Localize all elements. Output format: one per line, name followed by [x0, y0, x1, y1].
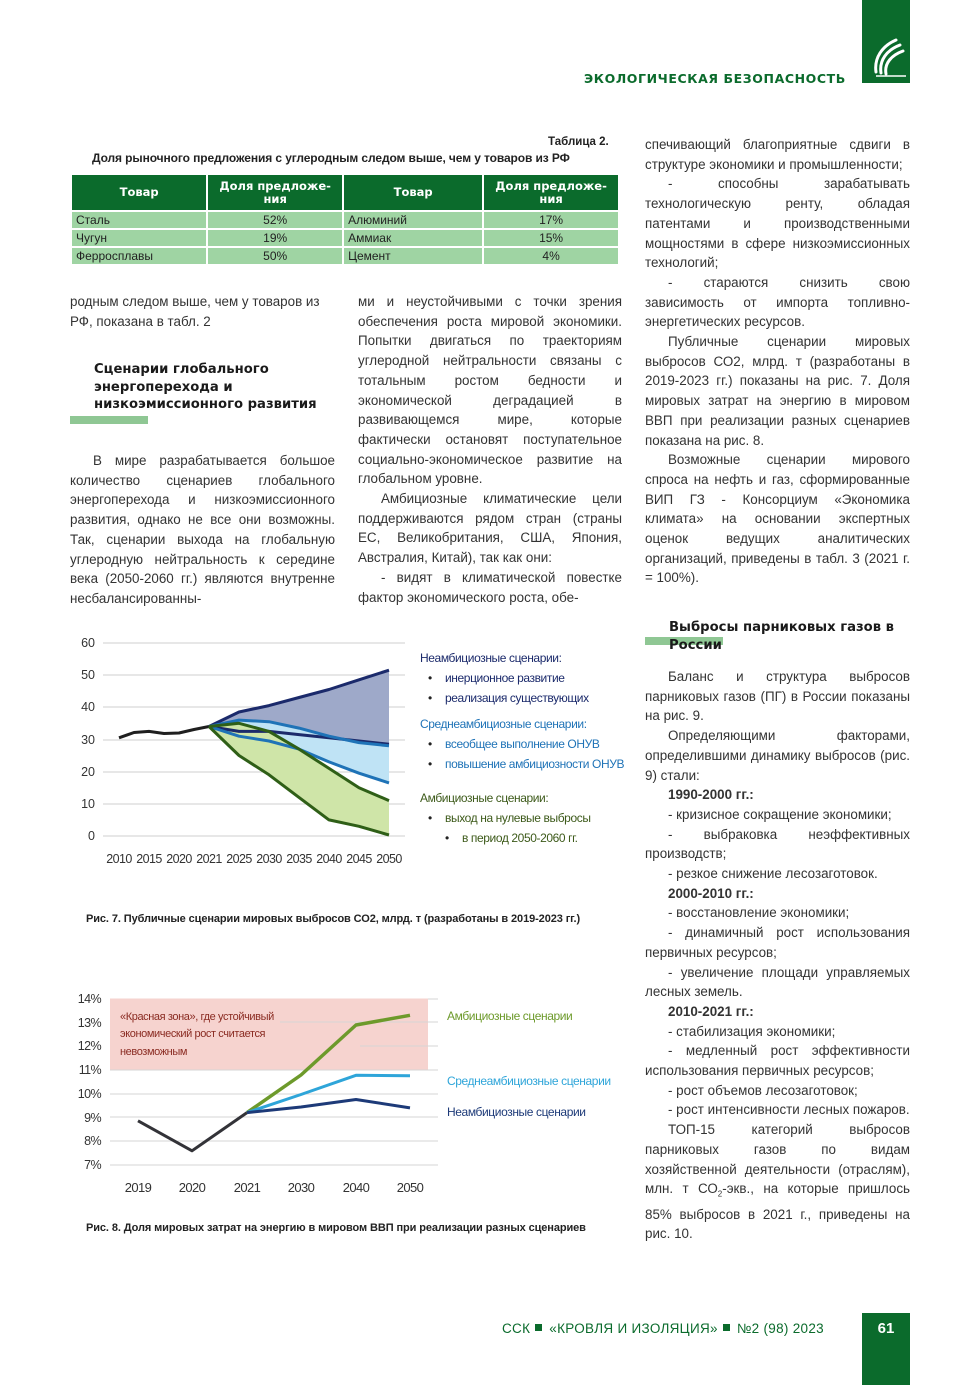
svg-text:50: 50 [81, 668, 95, 682]
period-heading: 2000-2010 гг.: [668, 885, 754, 901]
figure-7-legend [420, 648, 624, 848]
text-span: ТОП-15 категорий выбросов парниковых газов по видам хозяйственной деятельности (отраслям), млн. т СО [645, 1122, 910, 1197]
period-heading: 1990-2000 гг.: [668, 787, 754, 803]
low-ambition-line [247, 1100, 410, 1113]
legend-group-title: Амбициозные сценарии: [420, 791, 549, 805]
figure-7-caption: Рис. 7. Публичные сценарии мировых выбросов СО2, млрд. т (разработаны в 2019-2023 гг.) [86, 913, 581, 925]
y-axis-ticks [78, 992, 102, 1172]
x-axis-ticks [125, 1180, 424, 1195]
paragraph [645, 1120, 910, 1244]
product-cell: Чугун [71, 229, 207, 247]
figure-8-caption: Рис. 8. Доля мировых затрат на энергию в мировом ВВП при реализации разных сценариев [86, 1222, 586, 1234]
svg-text:30: 30 [81, 733, 95, 747]
legend-text: в период 2050-2060 гг. [462, 831, 578, 845]
product-cell: Аммиак [343, 229, 483, 247]
share-cell: 52% [207, 211, 343, 229]
svg-text:0: 0 [88, 829, 95, 843]
subscript: 2 [717, 1189, 723, 1199]
section-heading: Сценарии глобального энергоперехода и низкоэмиссионного развития [94, 362, 317, 412]
table-row [71, 247, 619, 265]
svg-text:2050: 2050 [396, 1180, 424, 1195]
table-label: Таблица 2. [548, 136, 609, 148]
svg-text:2020: 2020 [166, 852, 192, 866]
svg-text:2021: 2021 [196, 852, 222, 866]
header-green-tab [862, 0, 910, 83]
issue-number: №2 (98) 2023 [736, 1321, 824, 1336]
product-cell: Ферросплавы [71, 247, 207, 265]
paragraph: Амбициозные климатические цели поддерживаются рядом стран (страны ЕС, Великобритания, США, Япония, Австралия, Китай), так как они: [358, 491, 622, 566]
x-axis-ticks [106, 852, 402, 866]
magazine-name: «КРОВЛЯ И ИЗОЛЯЦИЯ» [549, 1321, 718, 1336]
column-1-body [70, 451, 335, 609]
svg-text:60: 60 [81, 636, 95, 650]
share-cell: 15% [483, 229, 619, 247]
svg-text:12%: 12% [77, 1039, 101, 1053]
list-item: - увеличение площади управляемых лесных земель. [645, 964, 910, 1000]
list-item: - стабилизация экономики; [668, 1023, 836, 1039]
paragraph: ми и неустойчивыми с точки зрения обеспечения роста мировой экономики. Попытки двигаться по траекториям углеродной нейтральности связаны с тотальным ростом бедности и экономической деградацией в развивающемся мире, которые фактически остановят поступательное социально-экономическое развитие на глобальном уровне. [358, 294, 622, 487]
svg-text:13%: 13% [77, 1016, 101, 1030]
svg-text:2050: 2050 [376, 852, 402, 866]
section-title: ЭКОЛОГИЧЕСКАЯ БЕЗОПАСНОСТЬ [584, 71, 846, 86]
y-axis-ticks [81, 636, 95, 843]
list-item: - выбраковка неэффективных производств; [645, 826, 910, 862]
product-cell: Алюминий [343, 211, 483, 229]
publisher-logo-icon [862, 0, 910, 83]
list-item: - кризисное сокращение экономики; [668, 806, 892, 822]
series-labels [447, 1009, 611, 1119]
paragraph: спечивающий благоприятные сдвиги в структуре экономики и промышленности; [645, 137, 910, 172]
ambitious-label: Амбициозные сценарии [447, 1009, 573, 1023]
low-label: Неамбициозные сценарии [447, 1105, 586, 1119]
svg-text:2010: 2010 [106, 852, 132, 866]
column-2 [358, 292, 622, 607]
product-cell: Сталь [71, 211, 207, 229]
publisher-name: ССК [502, 1321, 531, 1336]
header-line: Доля предложе- [495, 178, 607, 193]
list-item: - рост интенсивности лесных пожаров. [668, 1102, 910, 1118]
svg-text:2025: 2025 [226, 852, 252, 866]
svg-text:40: 40 [81, 700, 95, 714]
svg-text:20: 20 [81, 765, 95, 779]
svg-text:2020: 2020 [178, 1180, 206, 1195]
svg-text:10%: 10% [77, 1087, 101, 1101]
paragraph: - видят в климатической повестке фактор экономического роста, обе- [358, 569, 622, 605]
svg-text:7%: 7% [84, 1158, 101, 1172]
table-header-share [207, 174, 343, 211]
column-3-top [645, 135, 910, 588]
svg-text:2040: 2040 [316, 852, 342, 866]
paragraph: - способны зарабатывать технологическую ренту, обладая патентами и производственными мощностями в сфере низкоэмиссионных технологий; [645, 176, 910, 271]
paragraph: Баланс и структура выбросов парниковых газов (ПГ) в России показаны на рис. 9. [645, 669, 910, 724]
svg-text:2040: 2040 [342, 1180, 370, 1195]
svg-text:11%: 11% [78, 1063, 101, 1077]
share-cell: 17% [483, 211, 619, 229]
column-3-body [645, 667, 910, 1244]
svg-text:2030: 2030 [256, 852, 282, 866]
red-zone-line: невозможным [120, 1046, 188, 1058]
list-item: - рост объемов лесозаготовок; [668, 1082, 858, 1098]
header-line: ния [263, 191, 287, 206]
svg-text:2015: 2015 [136, 852, 162, 866]
paragraph: Возможные сценарии мирового спроса на нефть и газ, сформированные ВИП ГЗ - Консорциум «Экономика климата» на основании экспертных оценок ведущих аналитических организаций, приведены в табл. 3 (2021 г. = 100%). [645, 452, 910, 586]
legend-item: • повышение амбициозности ОНУВ [428, 754, 624, 774]
legend-item: • всеобщее выполнение ОНУВ [428, 734, 624, 754]
page-number: 61 [862, 1313, 910, 1385]
historical-line [119, 727, 209, 738]
paragraph: Публичные сценарии мировых выбросов СО2, млрд. т (разработаны в 2019-2023 гг.) показаны на рис. 7. Доля мировых затрат на энергию в мировом ВВП при реализации разных сценариев показана на рис. 8. [645, 334, 910, 448]
red-zone-line: экономический рост считается [120, 1028, 266, 1040]
product-cell: Цемент [343, 247, 483, 265]
svg-text:2035: 2035 [286, 852, 312, 866]
table-title: Доля рыночного предложения с углеродным следом выше, чем у товаров из РФ [92, 151, 570, 165]
table-header-share [483, 174, 619, 211]
page-footer [502, 1321, 824, 1336]
table-2 [70, 173, 620, 266]
historical-line [138, 1113, 247, 1151]
text-span: -экв., на которые пришлось 85% выбросов в 2021 г., приведены на рис. 10. [645, 1181, 911, 1242]
svg-text:9%: 9% [84, 1111, 101, 1125]
legend-item: • выход на нулевые выбросы [428, 808, 624, 828]
table-row [71, 211, 619, 229]
figure-8-chart [70, 985, 630, 1200]
table-row [71, 229, 619, 247]
header-line: ния [539, 191, 563, 206]
svg-text:14%: 14% [77, 992, 101, 1006]
svg-text:2019: 2019 [124, 1180, 152, 1195]
legend-group-title: Среднеамбициозные сценарии: [420, 717, 587, 731]
paragraph: родным следом выше, чем у товаров из РФ, показана в табл. 2 [70, 294, 320, 329]
square-separator-icon [535, 1324, 542, 1331]
list-item: - восстановление экономики; [668, 905, 850, 921]
table-header-product: Товар [71, 174, 207, 211]
paragraph: Определяющими факторами, определившими динамику выбросов (рис. 9) стали: [645, 728, 910, 783]
paragraph: В мире разрабатывается большое количество сценариев глобального энергоперехода и низкоэмиссионного развития, однако не все они возможны. Так, сценарии выхода на глобальную углеродную нейтральность к середине века (2050-2060 гг.) являются внутренне несбалансированны- [70, 453, 335, 606]
list-item: - динамичный рост использования первичных ресурсов; [645, 925, 910, 960]
share-cell: 50% [207, 247, 343, 265]
mid-label: Среднеамбициозные сценарии [447, 1074, 611, 1088]
legend-item: • реализация существующих [428, 688, 624, 708]
svg-text:2045: 2045 [346, 852, 372, 866]
paragraph: - стараются снизить свою зависимость от импорта топливно-энергетических ресурсов. [645, 274, 910, 330]
svg-text:10: 10 [81, 797, 95, 811]
square-separator-icon [723, 1324, 730, 1331]
column-1-top [70, 292, 335, 331]
share-cell: 4% [483, 247, 619, 265]
heading-highlight-bar [70, 416, 148, 424]
header-line: Доля предложе- [219, 178, 331, 193]
legend-item-continued [445, 828, 624, 848]
svg-text:8%: 8% [84, 1134, 101, 1148]
figure-7-chart [70, 630, 415, 870]
table-header-product: Товар [343, 174, 483, 211]
list-item: - медленный рост эффективности использования первичных ресурсов; [645, 1043, 910, 1079]
red-zone-line: «Красная зона», где устойчивый [120, 1011, 274, 1023]
svg-text:2021: 2021 [233, 1180, 261, 1195]
legend-item: • инерционное развитие [428, 668, 624, 688]
list-item: - резкое снижение лесозаготовок. [668, 866, 878, 882]
section-heading: Выбросы парниковых газов в России [669, 620, 894, 653]
period-heading: 2010-2021 гг.: [668, 1003, 754, 1019]
svg-text:2030: 2030 [287, 1180, 315, 1195]
legend-group-title: Неамбициозные сценарии: [420, 651, 562, 665]
share-cell: 19% [207, 229, 343, 247]
